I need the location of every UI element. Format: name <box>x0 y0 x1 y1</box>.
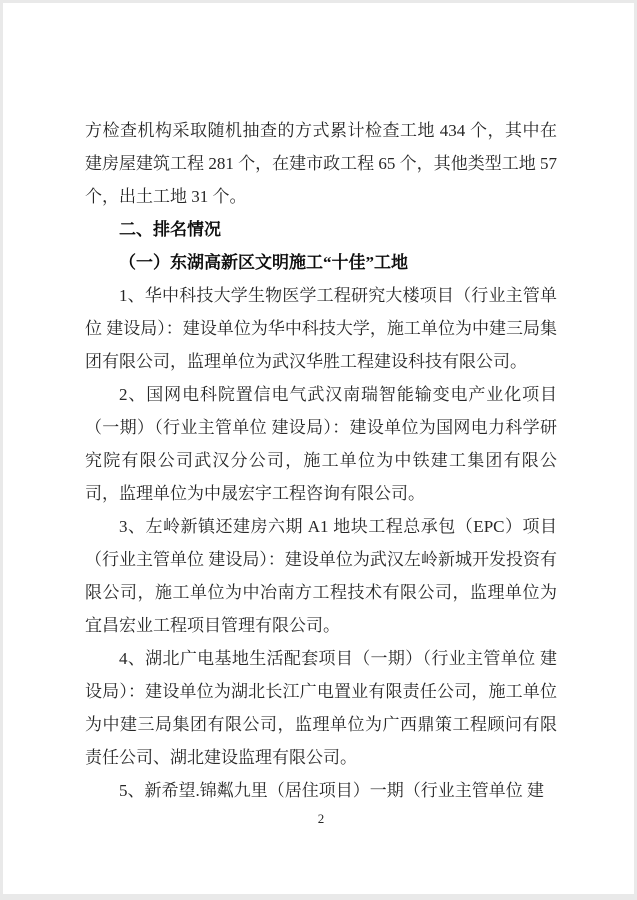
page-number: 2 <box>317 811 325 826</box>
list-item-1: 1、华中科技大学生物医学工程研究大楼项目（行业主管单位 建设局）：建设单位为华中科技大学，施工单位为中建三局集团有限公司，监理单位为武汉华胜工程建设科技有限公司。 <box>85 286 557 371</box>
list-item-3: 3、左岭新镇还建房六期 A1 地块工程总承包（EPC）项目（行业主管单位 建设局）：建设单位为武汉左岭新城开发投资有限公司，施工单位为中冶南方工程技术有限公司，监理单位为宜昌宏业工程项目管理有限公司。 <box>85 517 557 635</box>
subsection-heading-top-ten-sites: （一）东湖高新区文明施工“十佳”工地 <box>119 253 408 272</box>
list-item-4: 4、湖北广电基地生活配套项目（一期）（行业主管单位 建设局）：建设单位为湖北长江广电置业有限责任公司，施工单位为中建三局集团有限公司，监理单位为广西鼎策工程顾问有限责任公司、湖北建设监理有限公司。 <box>85 649 557 767</box>
document-page <box>3 3 634 894</box>
section-heading-ranking: 二、排名情况 <box>119 220 221 239</box>
list-item-5-truncated: 5、新希望.锦粼九里（居住项目）一期（行业主管单位 建 <box>119 781 544 800</box>
paragraph-inspection-summary: 方检查机构采取随机抽查的方式累计检查工地 434 个，其中在建房屋建筑工程 281 个，在建市政工程 65 个，其他类型工地 57 个，出土工地 31 个。 <box>85 121 557 206</box>
list-item-2: 2、国网电科院置信电气武汉南瑞智能输变电产业化项目（一期）（行业主管单位 建设局）：建设单位为国网电力科学研究院有限公司武汉分公司，施工单位为中铁建工集团有限公司，监理单位为中晟宏宇工程咨询有限公司。 <box>85 385 557 503</box>
